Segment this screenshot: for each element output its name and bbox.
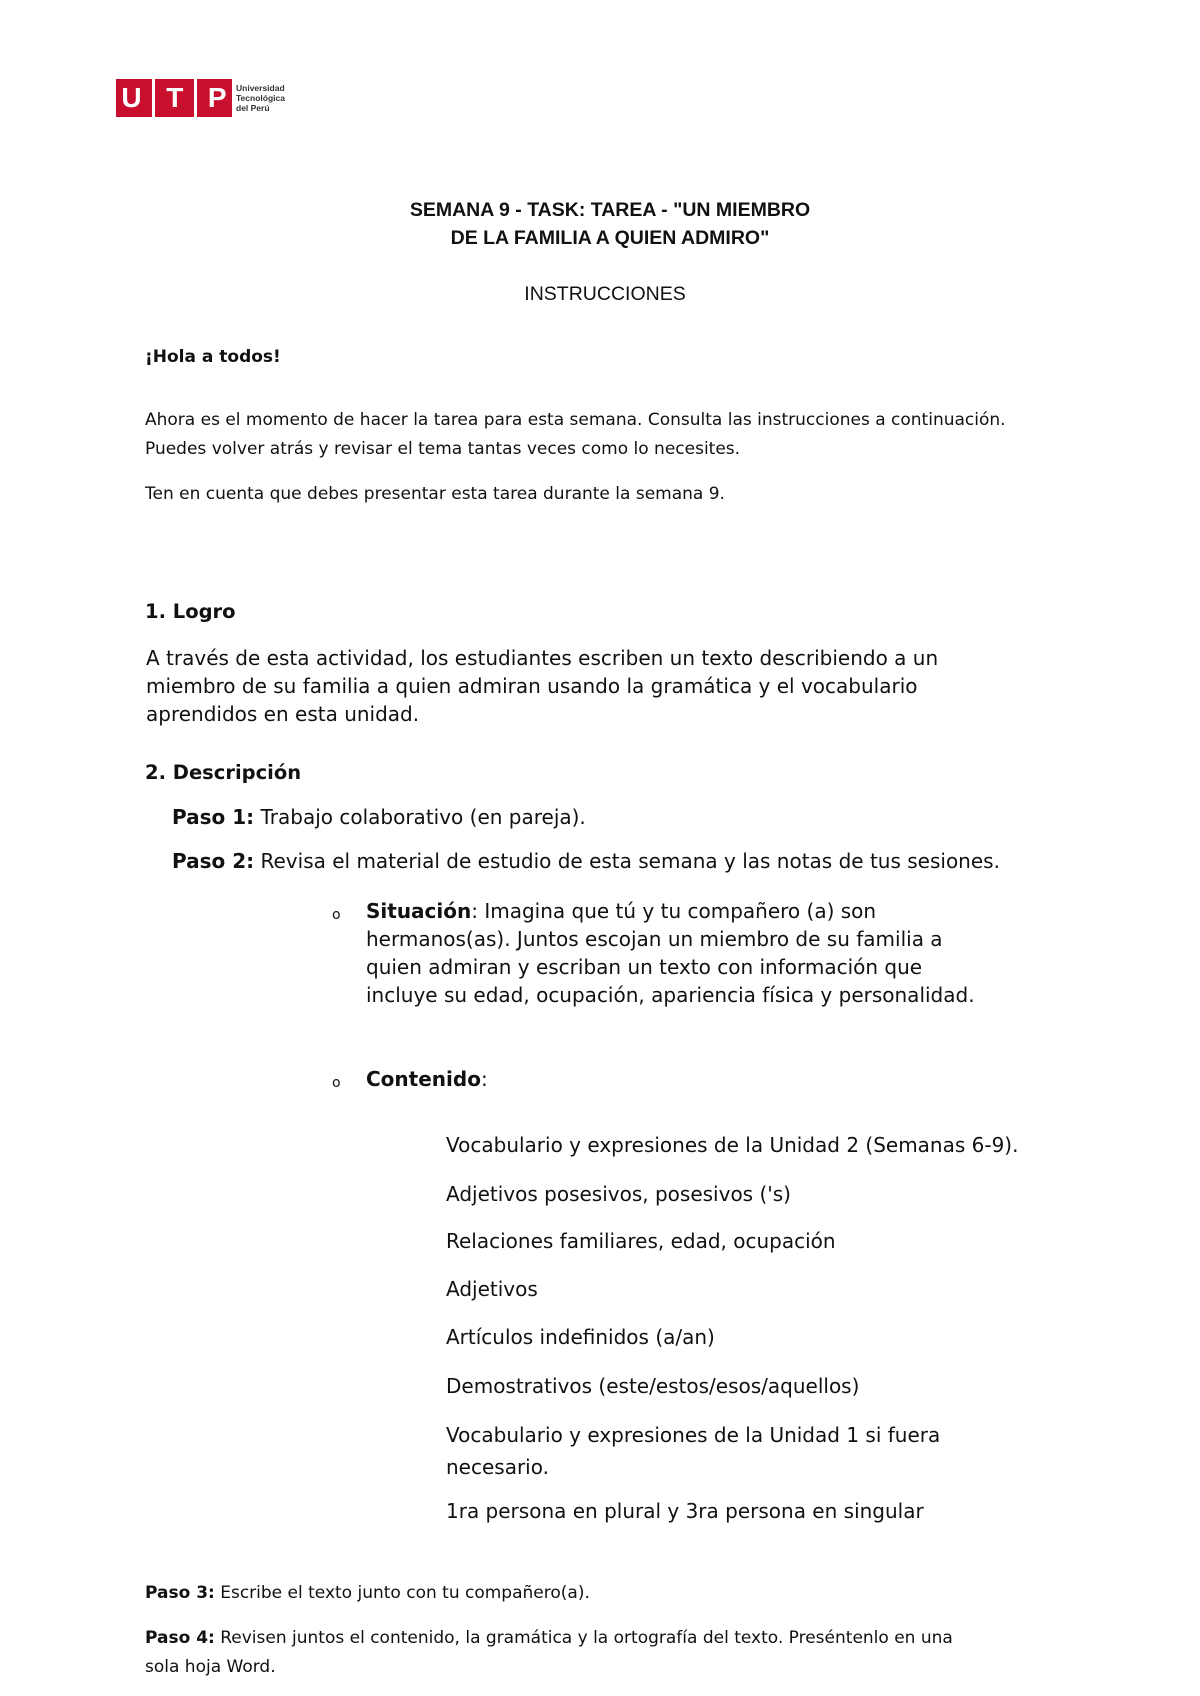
logo-wordmark: Universidad Tecnológica del Perú	[236, 83, 285, 113]
logo-mark	[116, 79, 232, 117]
contenido-item: Vocabulario y expresiones de la Unidad 1 si fuera	[446, 1423, 941, 1447]
section-heading-descripcion: 2. Descripción	[145, 761, 302, 784]
bullet-situacion: o	[332, 907, 341, 923]
logo-letter-u: U	[121, 82, 142, 113]
page-title: SEMANA 9 - TASK: TAREA - "UN MIEMBRO DE LA FAMILIA A QUIEN ADMIRO"	[409, 199, 811, 249]
intro-line-2: Puedes volver atrás y revisar el tema tantas veces como lo necesites.	[145, 439, 741, 459]
contenido-item: 1ra persona en plural y 3ra persona en singular	[446, 1499, 924, 1523]
contenido-item: Adjetivos posesivos, posesivos ('s)	[446, 1182, 791, 1206]
contenido-heading: Contenido:	[366, 1067, 488, 1091]
page-subtitle: INSTRUCCIONES	[524, 283, 686, 305]
contenido-item: Vocabulario y expresiones de la Unidad 2 (Semanas 6-9).	[446, 1133, 1019, 1157]
utp-logo	[116, 79, 285, 117]
intro-line-3: Ten en cuenta que debes presentar esta tarea durante la semana 9.	[145, 484, 725, 504]
section-heading-logro: 1. Logro	[145, 600, 236, 623]
paso-3: Paso 3: Escribe el texto junto con tu compañero(a).	[145, 1583, 590, 1603]
greeting: ¡Hola a todos!	[145, 347, 281, 367]
contenido-item: Adjetivos	[446, 1277, 538, 1301]
paso-2: Paso 2: Revisa el material de estudio de esta semana y las notas de tus sesiones.	[172, 849, 1000, 873]
logo-letter-t: T	[166, 82, 184, 113]
paso-4: Paso 4: Revisen juntos el contenido, la gramática y la ortografía del texto. Preséntenlo en una sola hoja Word.	[145, 1628, 953, 1677]
contenido-item: Artículos indefinidos (a/an)	[446, 1325, 715, 1349]
bullet-contenido: o	[332, 1075, 341, 1091]
logo-letter-p: P	[207, 82, 227, 113]
contenido-item: Relaciones familiares, edad, ocupación	[446, 1229, 836, 1253]
intro-line-1: Ahora es el momento de hacer la tarea para esta semana. Consulta las instrucciones a continuación.	[145, 410, 1006, 430]
contenido-item: necesario.	[446, 1455, 549, 1479]
situacion-block: Situación: Imagina que tú y tu compañero (a) son hermanos(as). Juntos escojan un miembro de su familia a quien admiran y escriban un texto con información que incluye su edad, ocupación, apariencia física y personalidad.	[366, 899, 975, 1007]
contenido-item: Demostrativos (este/estos/esos/aquellos)	[446, 1374, 860, 1398]
logro-text: A través de esta actividad, los estudiantes escriben un texto describiendo a un miembro de su familia a quien admiran usando la gramática y el vocabulario aprendidos en esta unidad.	[146, 646, 939, 726]
paso-1: Paso 1: Trabajo colaborativo (en pareja).	[172, 805, 586, 829]
